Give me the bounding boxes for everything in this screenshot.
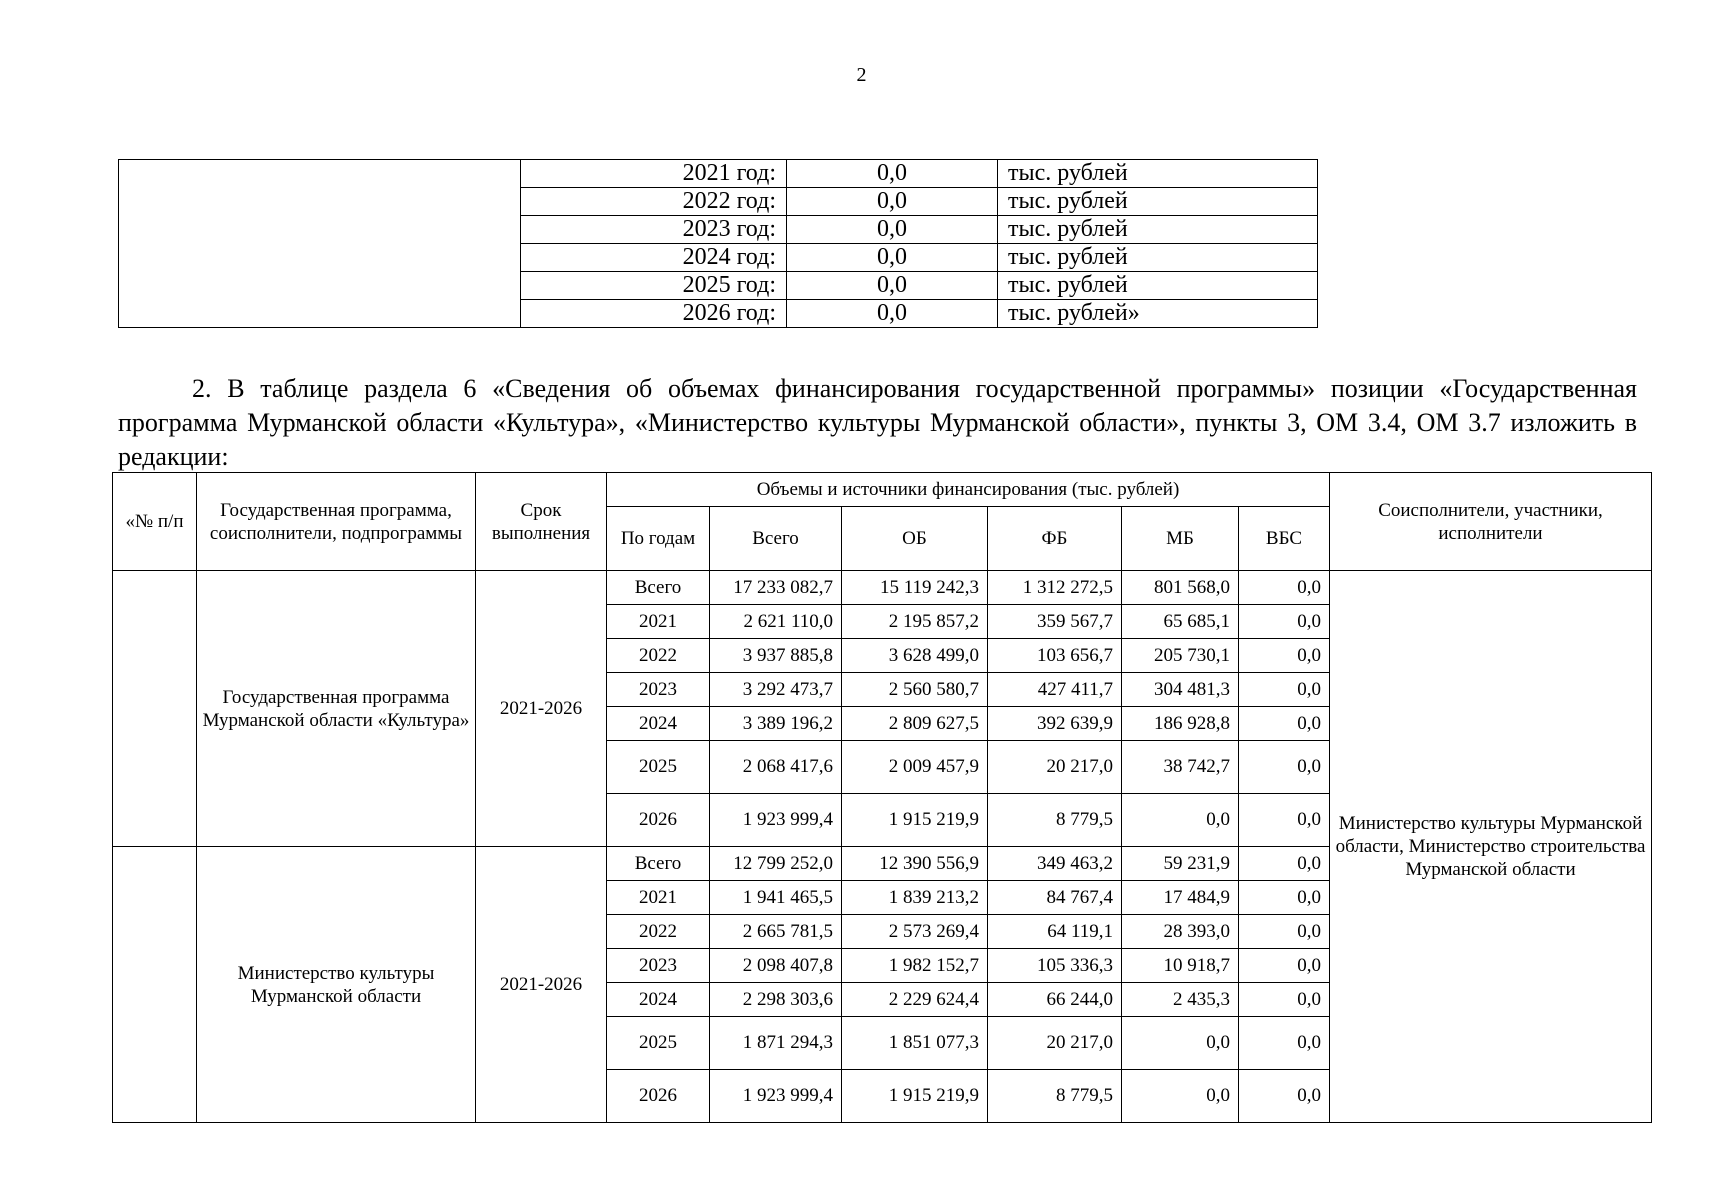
vbs-cell: 0,0: [1239, 949, 1330, 983]
total-cell: 3 292 473,7: [710, 673, 842, 707]
mb-cell: 28 393,0: [1122, 915, 1239, 949]
row-number-cell: [113, 571, 197, 847]
mb-cell: 38 742,7: [1122, 741, 1239, 794]
vbs-cell: 0,0: [1239, 707, 1330, 741]
vbs-cell: 0,0: [1239, 847, 1330, 881]
mb-cell: 2 435,3: [1122, 983, 1239, 1017]
fb-cell: 84 767,4: [988, 881, 1122, 915]
ob-cell: 2 195 857,2: [842, 605, 988, 639]
header-ob: ОБ: [842, 507, 988, 571]
amount-cell: 0,0: [787, 244, 998, 272]
header-executors: Соисполнители, участники, исполнители: [1330, 473, 1652, 571]
mb-cell: 65 685,1: [1122, 605, 1239, 639]
year-cell: 2022: [607, 639, 710, 673]
fb-cell: 64 119,1: [988, 915, 1122, 949]
vbs-cell: 0,0: [1239, 915, 1330, 949]
executors-cell: Министерство культуры Мурманской области, Министерство строительства Мурманской области: [1330, 571, 1652, 1123]
amendment-text: 2. В таблице раздела 6 «Сведения об объемах финансирования государственной программы» позиции «Государственная программа Мурманской области «Культура», «Министерство культуры Мурманской области», пункты 3, ОМ 3.4, ОМ 3.7 изложить в редакции:: [118, 374, 1637, 471]
ob-cell: 2 560 580,7: [842, 673, 988, 707]
fb-cell: 392 639,9: [988, 707, 1122, 741]
header-vbs: ВБС: [1239, 507, 1330, 571]
fb-cell: 427 411,7: [988, 673, 1122, 707]
total-cell: 2 665 781,5: [710, 915, 842, 949]
vbs-cell: 0,0: [1239, 1017, 1330, 1070]
ob-cell: 1 851 077,3: [842, 1017, 988, 1070]
mb-cell: 801 568,0: [1122, 571, 1239, 605]
header-mb: МБ: [1122, 507, 1239, 571]
total-cell: 2 098 407,8: [710, 949, 842, 983]
header-by-year: По годам: [607, 507, 710, 571]
fb-cell: 8 779,5: [988, 794, 1122, 847]
fb-cell: 8 779,5: [988, 1070, 1122, 1123]
vbs-cell: 0,0: [1239, 794, 1330, 847]
term-cell: 2021-2026: [476, 847, 607, 1123]
year-cell: Всего: [607, 847, 710, 881]
unit-cell: тыс. рублей: [998, 272, 1318, 300]
amount-cell: 0,0: [787, 160, 998, 188]
total-cell: 1 923 999,4: [710, 794, 842, 847]
ob-cell: 1 915 219,9: [842, 794, 988, 847]
ob-cell: 15 119 242,3: [842, 571, 988, 605]
amount-cell: 0,0: [787, 272, 998, 300]
total-cell: 1 923 999,4: [710, 1070, 842, 1123]
mb-cell: 17 484,9: [1122, 881, 1239, 915]
vbs-cell: 0,0: [1239, 983, 1330, 1017]
mb-cell: 186 928,8: [1122, 707, 1239, 741]
amount-cell: 0,0: [787, 216, 998, 244]
year-label: 2026 год:: [521, 300, 787, 328]
ob-cell: 12 390 556,9: [842, 847, 988, 881]
header-program: Государственная программа, соисполнители, подпрограммы: [197, 473, 476, 571]
ob-cell: 2 229 624,4: [842, 983, 988, 1017]
amount-cell: 0,0: [787, 188, 998, 216]
mb-cell: 59 231,9: [1122, 847, 1239, 881]
ob-cell: 2 809 627,5: [842, 707, 988, 741]
header-num: «№ п/п: [113, 473, 197, 571]
mb-cell: 10 918,7: [1122, 949, 1239, 983]
total-cell: 3 937 885,8: [710, 639, 842, 673]
unit-cell: тыс. рублей»: [998, 300, 1318, 328]
total-cell: 2 298 303,6: [710, 983, 842, 1017]
fb-cell: 20 217,0: [988, 741, 1122, 794]
mb-cell: 0,0: [1122, 1017, 1239, 1070]
ob-cell: 1 915 219,9: [842, 1070, 988, 1123]
funding-continuation-table: [118, 159, 1318, 328]
header-fb: ФБ: [988, 507, 1122, 571]
fb-cell: 349 463,2: [988, 847, 1122, 881]
year-cell: 2025: [607, 1017, 710, 1070]
total-cell: 2 068 417,6: [710, 741, 842, 794]
year-label: 2025 год:: [521, 272, 787, 300]
vbs-cell: 0,0: [1239, 673, 1330, 707]
vbs-cell: 0,0: [1239, 741, 1330, 794]
fb-cell: 20 217,0: [988, 1017, 1122, 1070]
fb-cell: 359 567,7: [988, 605, 1122, 639]
year-cell: 2026: [607, 1070, 710, 1123]
year-label: 2021 год:: [521, 160, 787, 188]
unit-cell: тыс. рублей: [998, 244, 1318, 272]
mb-cell: 205 730,1: [1122, 639, 1239, 673]
vbs-cell: 0,0: [1239, 571, 1330, 605]
vbs-cell: 0,0: [1239, 639, 1330, 673]
unit-cell: тыс. рублей: [998, 188, 1318, 216]
funding-table: [112, 472, 1652, 1123]
vbs-cell: 0,0: [1239, 1070, 1330, 1123]
vbs-cell: 0,0: [1239, 881, 1330, 915]
amount-cell: 0,0: [787, 300, 998, 328]
ob-cell: 1 839 213,2: [842, 881, 988, 915]
fb-cell: 105 336,3: [988, 949, 1122, 983]
total-cell: 12 799 252,0: [710, 847, 842, 881]
term-cell: 2021-2026: [476, 571, 607, 847]
fb-cell: 66 244,0: [988, 983, 1122, 1017]
total-cell: 2 621 110,0: [710, 605, 842, 639]
year-label: 2024 год:: [521, 244, 787, 272]
total-cell: 3 389 196,2: [710, 707, 842, 741]
program-name-cell: Министерство культуры Мурманской области: [197, 847, 476, 1123]
year-cell: 2022: [607, 915, 710, 949]
year-cell: 2023: [607, 949, 710, 983]
header-funding: Объемы и источники финансирования (тыс. рублей): [607, 473, 1330, 507]
ob-cell: 2 573 269,4: [842, 915, 988, 949]
total-cell: 1 871 294,3: [710, 1017, 842, 1070]
ob-cell: 3 628 499,0: [842, 639, 988, 673]
mb-cell: 0,0: [1122, 1070, 1239, 1123]
mb-cell: 304 481,3: [1122, 673, 1239, 707]
year-cell: 2025: [607, 741, 710, 794]
unit-cell: тыс. рублей: [998, 160, 1318, 188]
top-table-row: [119, 160, 1318, 188]
year-cell: Всего: [607, 571, 710, 605]
row-number-cell: [113, 847, 197, 1123]
unit-cell: тыс. рублей: [998, 216, 1318, 244]
table-row: [113, 571, 1652, 605]
vbs-cell: 0,0: [1239, 605, 1330, 639]
total-cell: 17 233 082,7: [710, 571, 842, 605]
ob-cell: 2 009 457,9: [842, 741, 988, 794]
year-cell: 2021: [607, 605, 710, 639]
fb-cell: 103 656,7: [988, 639, 1122, 673]
fb-cell: 1 312 272,5: [988, 571, 1122, 605]
header-total: Всего: [710, 507, 842, 571]
empty-cell: [119, 160, 521, 328]
year-cell: 2021: [607, 881, 710, 915]
year-cell: 2024: [607, 707, 710, 741]
year-label: 2022 год:: [521, 188, 787, 216]
mb-cell: 0,0: [1122, 794, 1239, 847]
year-cell: 2026: [607, 794, 710, 847]
program-name-cell: Государственная программа Мурманской области «Культура»: [197, 571, 476, 847]
header-term: Срок выполнения: [476, 473, 607, 571]
year-cell: 2023: [607, 673, 710, 707]
year-label: 2023 год:: [521, 216, 787, 244]
year-cell: 2024: [607, 983, 710, 1017]
page-number: 2: [856, 64, 867, 86]
amendment-paragraph: [118, 372, 1637, 474]
ob-cell: 1 982 152,7: [842, 949, 988, 983]
total-cell: 1 941 465,5: [710, 881, 842, 915]
